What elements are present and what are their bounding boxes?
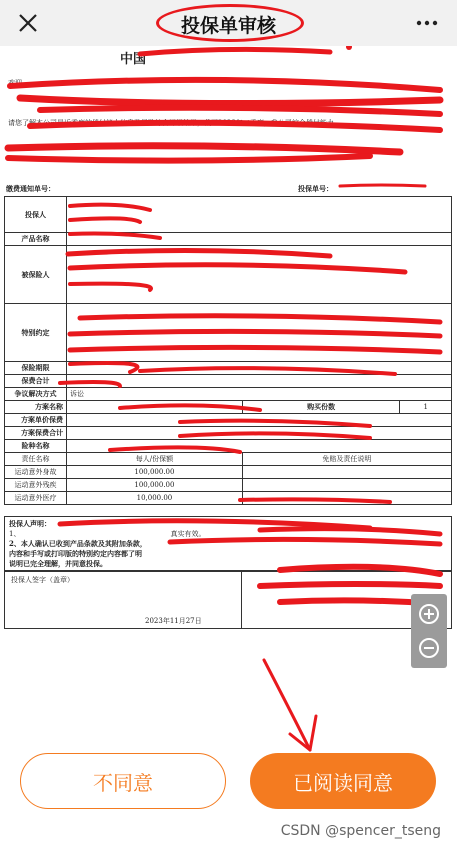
liability-amount: 100,000.00 <box>67 466 243 479</box>
column-header-liability: 责任名称 <box>5 453 67 466</box>
declaration-title: 投保人声明： <box>9 519 51 528</box>
buy-count-label: 购买份数 <box>242 401 399 414</box>
policy-number-label: 投保单号： <box>298 184 333 193</box>
dispute-value: 诉讼 <box>67 388 452 401</box>
period-label: 保险期限 <box>5 362 67 375</box>
table-row <box>5 466 452 479</box>
plan-name-label: 方案名称 <box>5 401 67 414</box>
intro-solvency: 请您了解本公司最近季度的偿付能力信息及风险综合评级结果，截至2023年二季度，我公司综合偿付能力 <box>8 119 334 127</box>
applicant-declaration <box>4 516 452 571</box>
liability-amount: 10,000.00 <box>67 492 243 505</box>
policy-form-table <box>4 196 452 505</box>
special-terms-label: 特别约定 <box>5 304 67 362</box>
declaration-item-1-end: 真实有效。 <box>170 530 206 538</box>
risk-name-label: 险种名称 <box>5 440 67 453</box>
intro-text <box>8 78 448 128</box>
signature-label: 投保人签字（盖章） <box>11 576 74 584</box>
buy-count-value: 1 <box>400 401 452 414</box>
liability-amount: 100,000.00 <box>67 479 243 492</box>
watermark: CSDN @spencer_tseng <box>280 823 441 839</box>
top-bar <box>0 0 457 46</box>
agree-button[interactable]: 已阅读同意 <box>250 753 436 809</box>
title-highlight-circle <box>156 4 304 42</box>
intro-welcome: 欢迎 <box>8 79 22 87</box>
plan-unit-premium-label: 方案单价保费 <box>5 414 67 427</box>
dispute-label: 争议解决方式 <box>5 388 67 401</box>
column-header-amount: 每人/份保额 <box>67 453 243 466</box>
declaration-item-2c: 说明已完全理解，并同意投保。 <box>9 559 107 568</box>
table-row <box>5 479 452 492</box>
more-icon[interactable] <box>415 19 439 27</box>
liability-name: 运动意外医疗 <box>5 492 67 505</box>
declaration-item-1: 1、 <box>9 530 21 538</box>
disagree-button[interactable]: 不同意 <box>20 753 226 809</box>
signature-date: 2023年11月27日 <box>145 617 202 625</box>
page-title: 投保单审核 <box>180 15 276 37</box>
premium-total-label: 保费合计 <box>5 375 67 388</box>
annotation-arrow <box>250 650 340 760</box>
table-row <box>5 492 452 505</box>
signature-box <box>4 571 452 629</box>
zoom-in-icon[interactable] <box>417 602 441 626</box>
applicant-label: 投保人 <box>5 197 67 233</box>
liability-name: 运动意外残疾 <box>5 479 67 492</box>
policy-document[interactable] <box>0 46 457 746</box>
declaration-item-2: 2、本人确认已收到产品条款及其附加条款， <box>9 539 147 548</box>
document-header: 中国 <box>120 52 147 67</box>
declaration-item-2b: 内容和手写或打印版的特别约定内容都了明 <box>9 549 142 558</box>
liability-name: 运动意外身故 <box>5 466 67 479</box>
column-header-deductible: 免赔及责任说明 <box>242 453 451 466</box>
notice-number-label: 缴费通知单号： <box>6 184 55 193</box>
insured-label: 被保险人 <box>5 246 67 304</box>
zoom-controls <box>411 594 447 668</box>
zoom-out-icon[interactable] <box>417 636 441 660</box>
product-label: 产品名称 <box>5 233 67 246</box>
plan-premium-total-label: 方案保费合计 <box>5 427 67 440</box>
